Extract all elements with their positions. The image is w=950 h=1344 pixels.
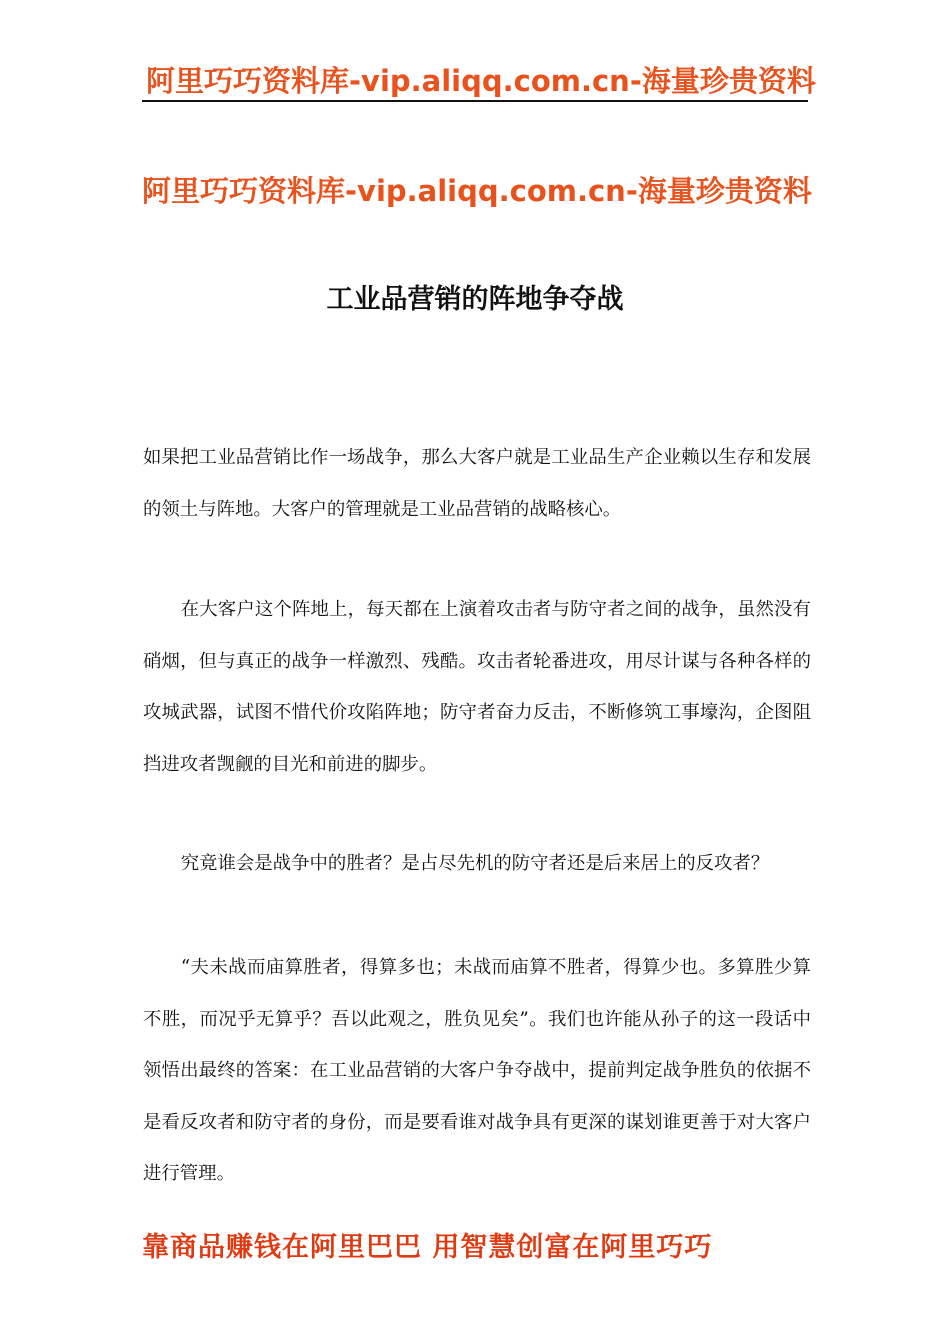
footer-banner: 靠商品赚钱在阿里巴巴 用智慧创富在阿里巧巧 [142,1232,713,1263]
paragraph-1: 如果把工业品营销比作一场战争，那么大客户就是工业品生产企业赖以生存和发展的领土与阵地。大客户的管理就是工业品营销的战略核心。 [143,447,811,520]
header-banner: 阿里巧巧资料库-vip.aliqq.com.cn-海量珍贵资料 [146,64,816,98]
header-divider [142,100,808,102]
paragraph-3: 究竟谁会是战争中的胜者？是占尽先机的防守者还是后来居上的反攻者？ [180,853,770,874]
paragraph-2: 在大客户这个阵地上，每天都在上演着攻击者与防守者之间的战争，虽然没有硝烟，但与真正的战争一样激烈、残酷。攻击者轮番进攻，用尽计谋与各种各样的攻城武器，试图不惜代价攻陷阵地；防守者奋力反击，不断修筑工事壕沟，企图阻挡进攻者觊觎的目光和前进的脚步。 [143,599,811,775]
document-title: 工业品营销的阵地争夺战 [326,284,624,315]
second-banner: 阿里巧巧资料库-vip.aliqq.com.cn-海量珍贵资料 [142,174,812,208]
paragraph-4: “夫未战而庙算胜者，得算多也；未战而庙算不胜者，得算少也。多算胜少算不胜，而况乎无算乎？吾以此观之，胜负见矣”。我们也许能从孙子的这一段话中领悟出最终的答案：在工业品营销的大客户争夺战中，提前判定战争胜负的依据不是看反攻者和防守者的身份，而是要看谁对战争具有更深的谋划谁更善于对大客户进行管理。 [143,957,811,1184]
